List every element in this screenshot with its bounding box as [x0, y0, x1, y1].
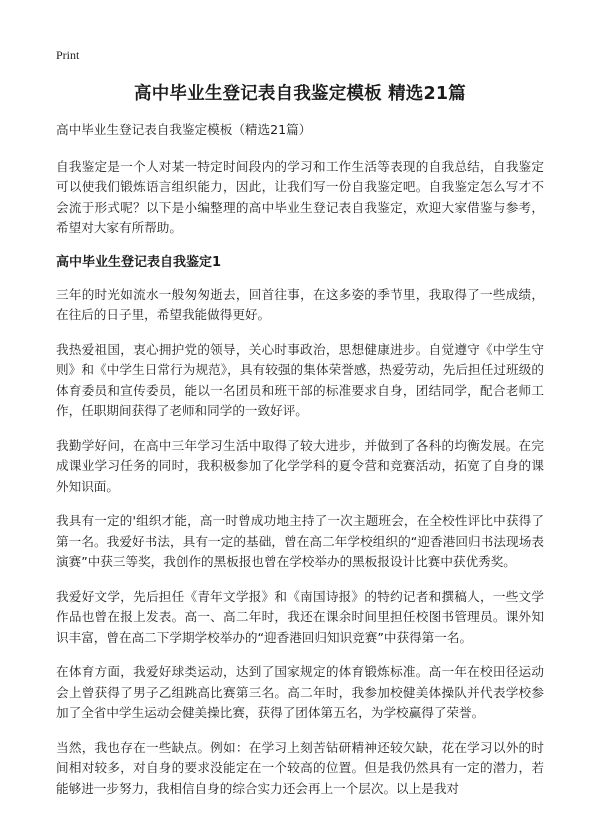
document-body [56, 120, 544, 813]
document-subtitle: 高中毕业生登记表自我鉴定模板（精选21篇） [56, 122, 312, 137]
print-label: Print [56, 48, 80, 62]
body-paragraph: 我热爱祖国，衷心拥护党的领导，关心时事政治，思想健康进步。自觉遵守《中学生守则》和《中学生日常行为规范》，具有较强的集体荣誉感，热爱劳动，先后担任过班级的体育委员和宣传委员，能以一名团员和班干部的标准要求自身，团结同学，配合老师工作，任职期间获得了老师和同学的一致好评。 [56, 341, 544, 418]
body-paragraph: 我爱好文学，先后担任《青年文学报》和《南国诗报》的特约记者和撰稿人，一些文学作品也曾在报上发表。高一、高二年时，我还在课余时间里担任校图书管理员。课外知识丰富，曾在高二下学期学校举办的“迎香港回归知识竞赛”中获得第一名。 [56, 588, 544, 645]
body-paragraph: 当然，我也存在一些缺点。例如：在学习上刻苦钻研精神还较欠缺，花在学习以外的时间相对较多，对自身的要求没能定在一个较高的位置。但是我仍然具有一定的潜力，若能够进一步努力，我相信自身的综合实力还会再上一个层次。以上是我对 [56, 739, 544, 796]
body-paragraph: 在体育方面，我爱好球类运动，达到了国家规定的体育锻炼标准。高一年在校田径运动会上曾获得了男子乙组跳高比赛第三名。高二年时，我参加校健美体操队并代表学校参加了全省中学生运动会健美操比赛，获得了团体第五名，为学校赢得了荣誉。 [56, 664, 544, 720]
body-paragraph: 我勤学好问，在高中三年学习生活中取得了较大进步，并做到了各科的均衡发展。在完成课业学习任务的同时，我积极参加了化学学科的夏令营和竞赛活动，拓宽了自身的课外知识面。 [56, 437, 544, 494]
body-paragraph: 我具有一定的'组织才能，高一时曾成功地主持了一次主题班会，在全校性评比中获得了第一名。我爱好书法，具有一定的基础，曾在高二年学校组织的“迎香港回归书法现场表演赛”中获三等奖，我创作的黑板报也曾在学校举办的黑板报设计比赛中获优秀奖。 [56, 513, 544, 569]
document-title: 高中毕业生登记表自我鉴定模板 精选21篇 [134, 84, 466, 104]
body-paragraph: 三年的时光如流水一般匆匆逝去，回首往事，在这多姿的季节里，我取得了一些成绩，在往后的日子里，希望我能做得更好。 [56, 286, 544, 322]
intro-paragraph: 自我鉴定是一个人对某一特定时间段内的学习和工作生活等表现的自我总结，自我鉴定可以使我们锻炼语言组织能力，因此，让我们写一份自我鉴定吧。自我鉴定怎么写才不会流于形式呢？以下是小编整理的高中毕业生登记表自我鉴定，欢迎大家借鉴与参考，希望对大家有所帮助。 [56, 158, 544, 235]
section-heading: 高中毕业生登记表自我鉴定1 [56, 254, 222, 270]
